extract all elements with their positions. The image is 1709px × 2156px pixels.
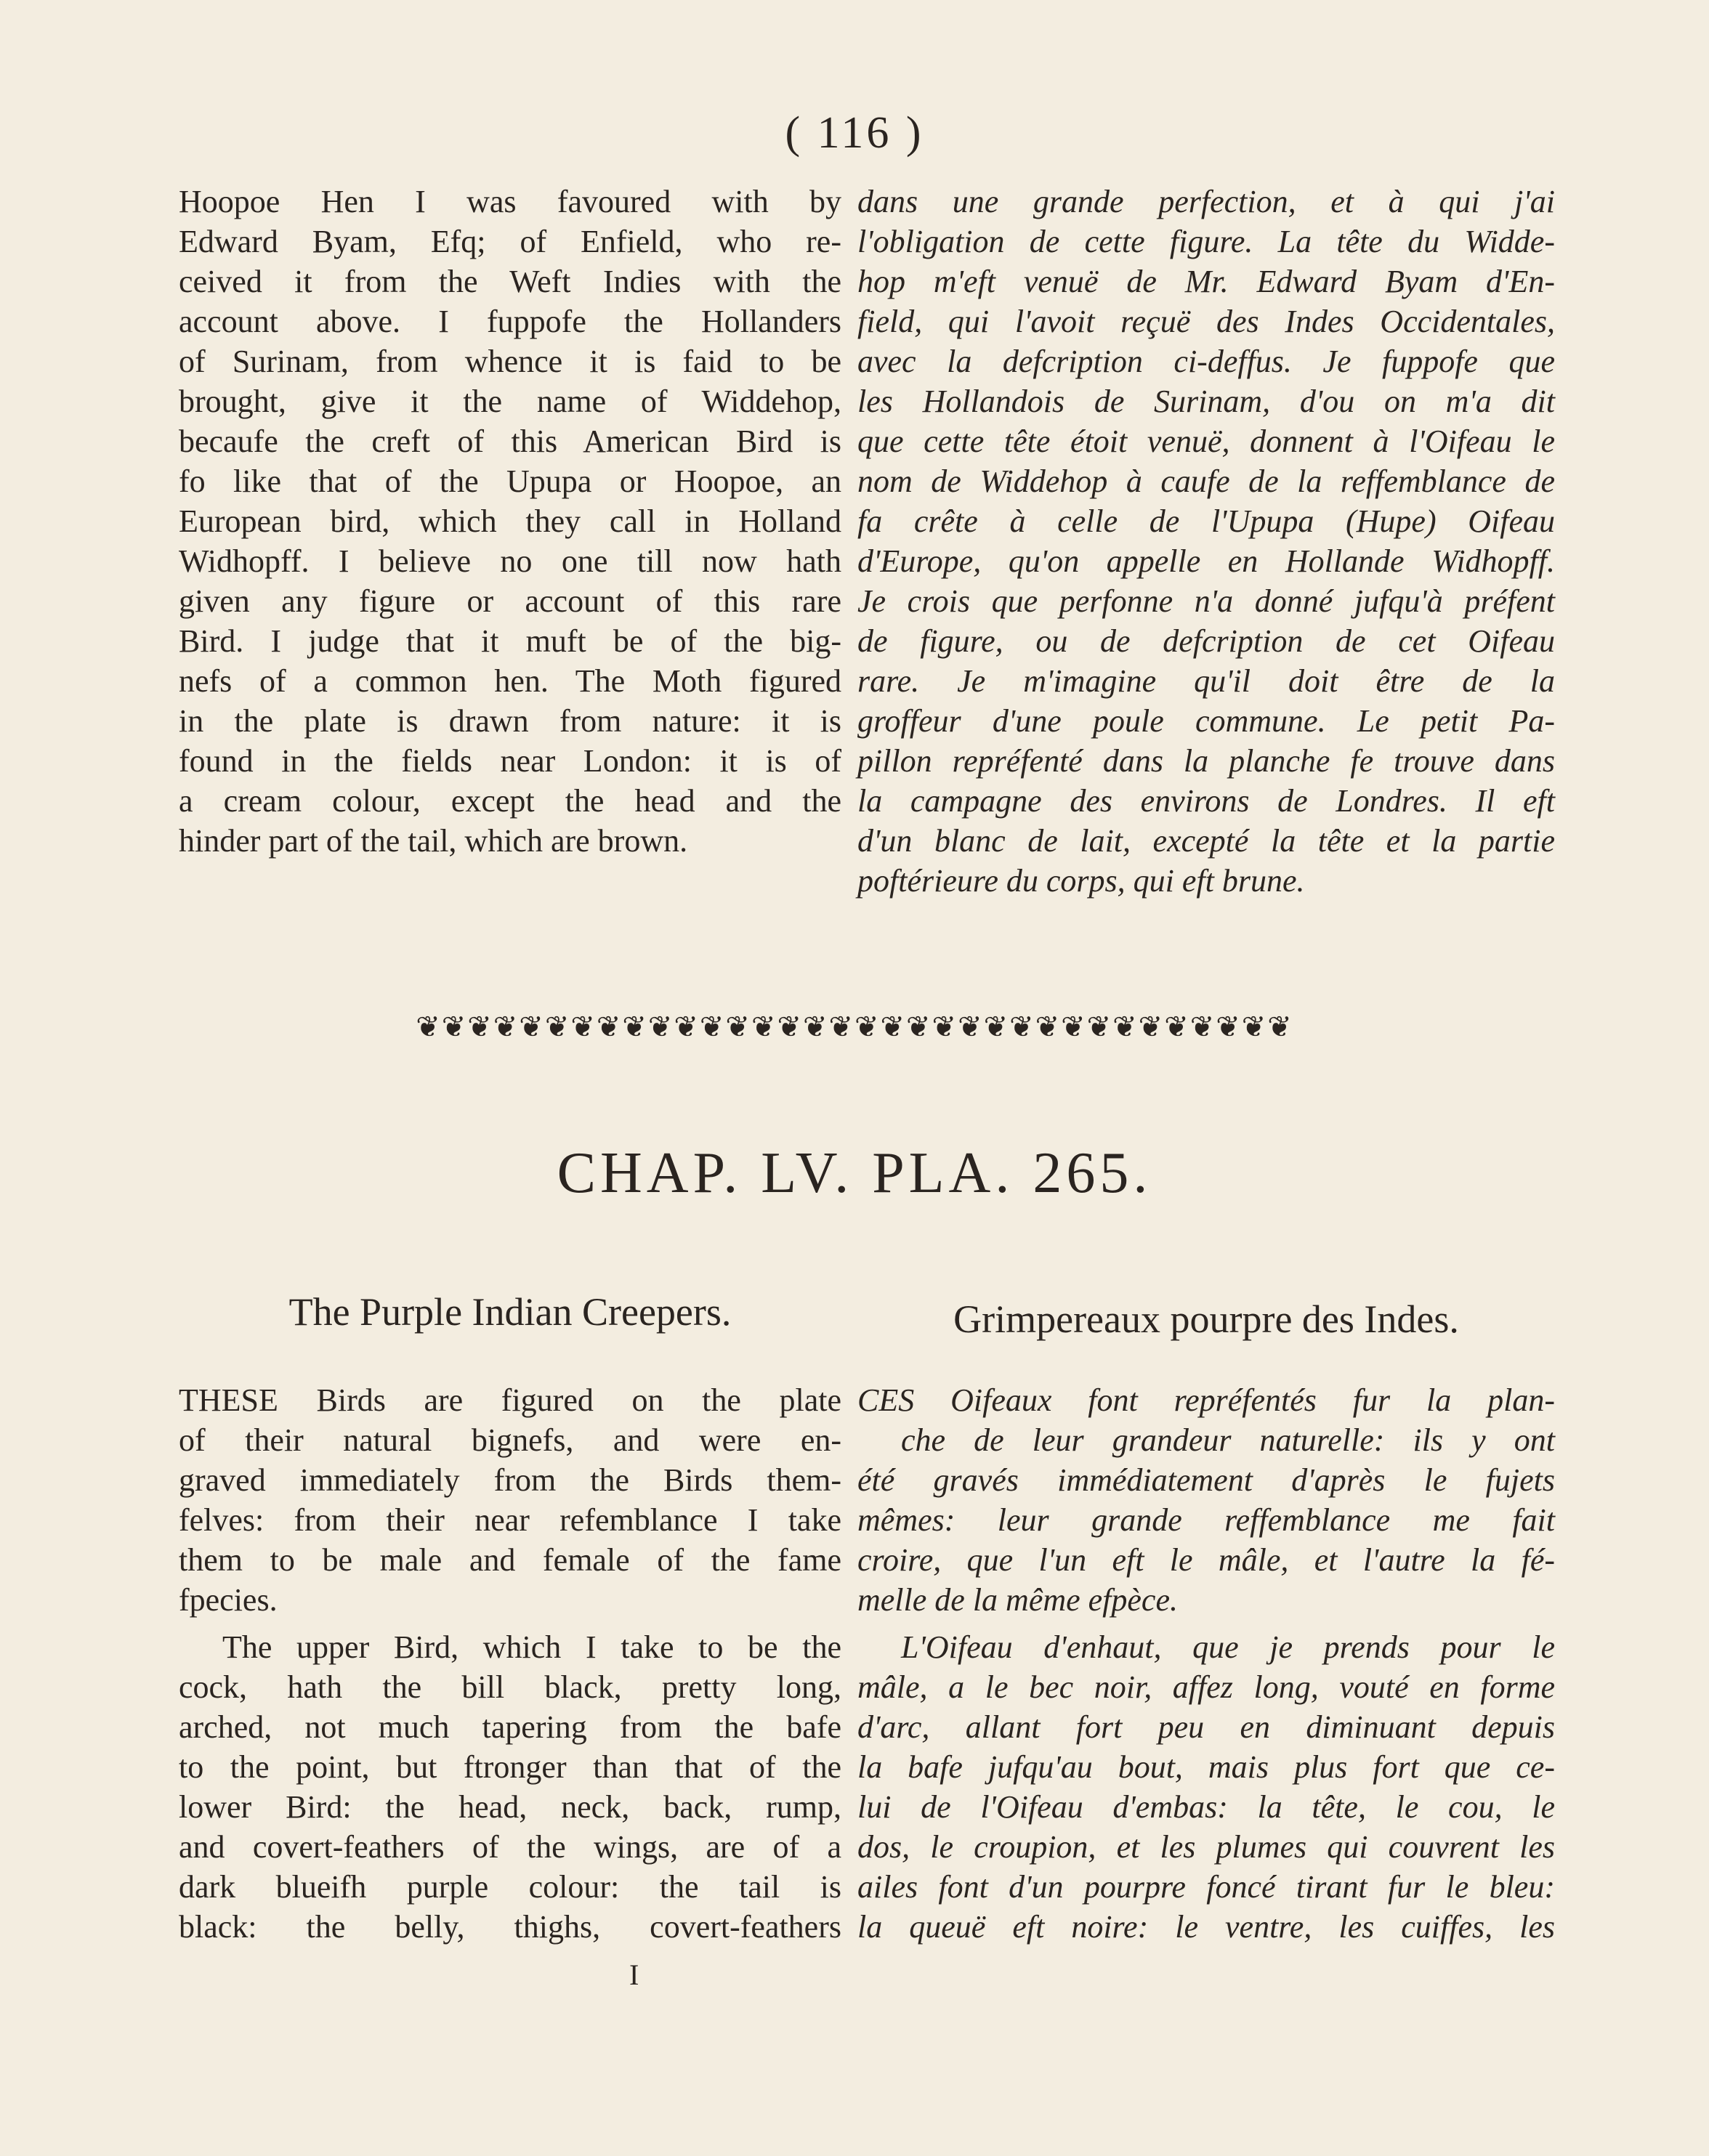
text-line: arched, not much tapering from the bafe [179, 1709, 841, 1745]
text-line: Bird. I judge that it muft be of the big- [179, 623, 841, 659]
text-line: d'un blanc de lait, excepté la tête et la partie [857, 823, 1555, 859]
section-title-english: The Purple Indian Creepers. [288, 1290, 732, 1334]
text-line: dans une grande perfection, et à qui j'ai [857, 184, 1555, 219]
text-line: dos, le croupion, et les plumes qui couvrent les [857, 1829, 1555, 1865]
text-line: European bird, which they call in Holland [179, 503, 841, 539]
text-line: of Surinam, from whence it is faid to be [179, 344, 841, 379]
text-line: lui de l'Oifeau d'embas: la tête, le cou, le [857, 1789, 1555, 1825]
text-line: la queuë eft noire: le ventre, les cuiffes, les [857, 1909, 1555, 1945]
text-line: nefs of a common hen. The Moth figured [179, 663, 841, 699]
text-line: Widhopff. I believe no one till now hath [179, 543, 841, 579]
text-line: mâle, a le bec noir, affez long, vouté en forme [857, 1669, 1555, 1705]
text-line: la campagne des environs de Londres. Il eft [857, 783, 1555, 819]
french-text-column-bottom [857, 1380, 1555, 1947]
text-line: ceived it from the Weft Indies with the [179, 264, 841, 299]
text-line: lower Bird: the head, neck, back, rump, [179, 1789, 841, 1825]
text-line: Edward Byam, Efq; of Enfield, who re- [179, 224, 841, 259]
text-line: de figure, ou de defcription de cet Oifeau [857, 623, 1555, 659]
text-line: felves: from their near refemblance I take [179, 1502, 841, 1538]
text-line: and covert-feathers of the wings, are of a [179, 1829, 841, 1865]
text-line: que cette tête étoit venuë, donnent à l'Oifeau le [857, 423, 1555, 459]
text-line: brought, give it the name of Widdehop, [179, 384, 841, 419]
text-line: L'Oifeau d'enhaut, que je prends pour le [901, 1629, 1555, 1665]
text-line: l'obligation de cette figure. La tête du Widde- [857, 224, 1555, 259]
text-line: la bafe jufqu'au bout, mais plus fort que ce- [857, 1749, 1555, 1785]
text-line: hinder part of the tail, which are brown. [179, 823, 688, 859]
text-line: ailes font d'un pourpre foncé tirant fur le bleu: [857, 1869, 1555, 1905]
text-line: to the point, but ftronger than that of the [179, 1749, 841, 1785]
text-line: found in the fields near London: it is of [179, 743, 841, 779]
text-line: fa crête à celle de l'Upupa (Hupe) Oifeau [857, 503, 1555, 539]
text-line: Je crois que perfonne n'a donné jufqu'à préfent [857, 583, 1555, 619]
text-line: fo like that of the Upupa or Hoopoe, an [179, 463, 841, 499]
text-line: d'Europe, qu'on appelle en Hollande Widhopff. [857, 543, 1555, 579]
text-line: nom de Widdehop à caufe de la reffemblance de [857, 463, 1555, 499]
text-line: becaufe the creft of this American Bird is [179, 423, 841, 459]
text-line: given any figure or account of this rare [179, 583, 841, 619]
text-line: melle de la même efpèce. [857, 1582, 1178, 1618]
text-line: of their natural bignefs, and were en- [179, 1422, 841, 1458]
text-line: a cream colour, except the head and the [179, 783, 841, 819]
text-line: account above. I fuppofe the Hollanders [179, 304, 841, 339]
page-number: ( 116 ) [785, 108, 924, 158]
chapter-heading: CHAP. LV. PLA. 265. [557, 1141, 1152, 1205]
english-text-column-bottom [179, 1380, 841, 1947]
text-line: Hoopoe Hen I was favoured with by [179, 184, 841, 219]
text-line: che de leur grandeur naturelle: ils y ont [901, 1422, 1555, 1458]
text-line: mêmes: leur grande reffemblance me fait [857, 1502, 1555, 1538]
english-text-column-top [179, 182, 841, 861]
text-line: black: the belly, thighs, covert-feathers [179, 1909, 841, 1945]
text-line: été gravés immédiatement d'après le fujets [857, 1462, 1555, 1498]
text-line: rare. Je m'imagine qu'il doit être de la [857, 663, 1555, 699]
text-line: les Hollandois de Surinam, d'ou on m'a dit [857, 384, 1555, 419]
text-line: avec la defcription ci-deffus. Je fuppofe que [857, 344, 1555, 379]
french-text-column-top [857, 182, 1555, 901]
text-line: THESE Birds are figured on the plate [179, 1382, 841, 1418]
text-line: them to be male and female of the fame [179, 1542, 841, 1578]
signature-mark: I [629, 1958, 639, 1991]
text-line: groffeur d'une poule commune. Le petit Pa- [857, 703, 1555, 739]
text-line: graved immediately from the Birds them- [179, 1462, 841, 1498]
text-line: dark blueifh purple colour: the tail is [179, 1869, 841, 1905]
section-title-french: Grimpereaux pourpre des Indes. [953, 1297, 1459, 1341]
text-line: d'arc, allant fort peu en diminuant depuis [857, 1709, 1555, 1745]
text-line: in the plate is drawn from nature: it is [179, 703, 841, 739]
text-line: CES Oifeaux font repréfentés fur la plan- [857, 1382, 1555, 1418]
text-line: poftérieure du corps, qui eft brune. [857, 863, 1305, 899]
text-line: hop m'eft venuë de Mr. Edward Byam d'En- [857, 264, 1555, 299]
text-line: field, qui l'avoit reçuë des Indes Occidentales, [857, 304, 1555, 339]
ornamental-divider: ❦❦❦❦❦❦❦❦❦❦❦❦❦❦❦❦❦❦❦❦❦❦❦❦❦❦❦❦❦❦❦❦❦❦ [416, 1010, 1293, 1043]
text-line: croire, que l'un eft le mâle, et l'autre la fé- [857, 1542, 1555, 1578]
text-line: fpecies. [179, 1582, 278, 1618]
text-line: The upper Bird, which I take to be the [222, 1629, 841, 1665]
text-line: pillon repréfenté dans la planche fe trouve dans [857, 743, 1555, 779]
text-line: cock, hath the bill black, pretty long, [179, 1669, 841, 1705]
